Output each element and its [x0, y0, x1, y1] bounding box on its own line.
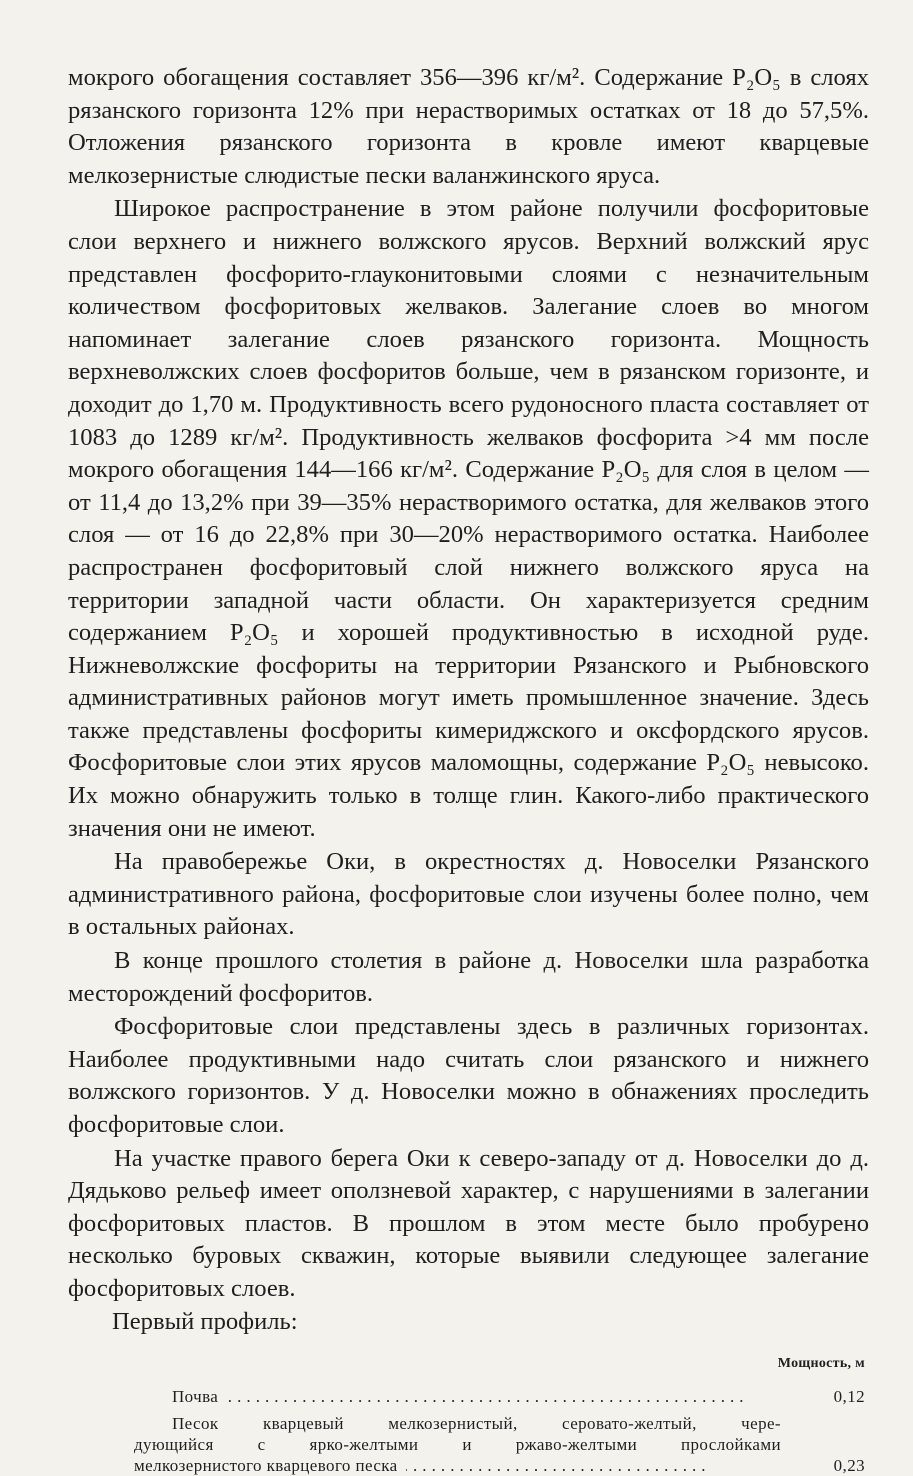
- profile-row-label-line: Песок кварцевый мелкозернистый, серовато-желтый, чере-: [172, 1414, 781, 1434]
- paragraph-volga-stages: Широкое распространение в этом районе получили фосфоритовые слои верхнего и нижнего волжского ярусов. Верхний волжский ярус представлен фосфорито-глауконитовыми слоями с незначительным количеством фосфоритовых желваков. Залегание слоев во многом напоминает залегание слоев рязанского горизонта. Мощность верхневолжских слоев фосфоритов больше, чем в рязанском горизонте, и доходит до 1,70 м. Продуктивность всего рудоносного пласта составляет от 1083 до 1289 кг/м². Продуктивность желваков фосфорита >4 мм после мокрого обогащения 144—166 кг/м². Содержание P₂O₅ для слоя в целом — от 11,4 до 13,2% при 39—35% нерастворимого остатка, для желваков этого слоя — от 16 до 22,8% при 30—20% нерастворимого остатка. Наиболее распространен фосфоритовый слой нижнего волжского яруса на территории западной части области. Он характеризуется средним содержанием P₂O₅ и хорошей продуктивностью в исходной руде. Нижневолжские фосфориты на территории Рязанского и Рыбновского административных районов могут иметь промышленное значение. Здесь также представлены фосфориты кимериджского и оксфордского ярусов. Фосфоритовые слои этих ярусов маломощны, содержание P₂O₅ невысоко. Их можно обнаружить только в толще глин. Какого-либо практического значения они не имеют.: [68, 195, 869, 842]
- thickness-column-header: Мощность, м: [777, 1356, 865, 1372]
- profile-row-value: 0,12: [833, 1387, 865, 1407]
- paragraph-past-mining: В конце прошлого столетия в районе д. Новоселки шла разработка месторождений фосфоритов.: [68, 947, 869, 1007]
- profile-row-label: [172, 1386, 795, 1407]
- profile-row-label: [134, 1455, 795, 1476]
- profile-row-label-text: мелкозернистого кварцевого песка: [134, 1456, 406, 1475]
- paragraph-continued: мокрого обогащения составляет 356—396 кг/м². Содержание P₂O₅ в слоях рязанского горизонта 12% при нерастворимых остатках от 18 до 57,5%. Отложения рязанского горизонта в кровле имеют кварцевые мелкозернистые слюдистые пески валанжинского яруса.: [68, 64, 869, 189]
- profile-row-sand: [68, 1413, 869, 1476]
- paragraph-oka-right-bank: На правобережье Оки, в окрестностях д. Новоселки Рязанского административного района, фосфоритовые слои изучены более полно, чем в остальных районах.: [68, 848, 869, 941]
- profile-row-soil: [68, 1386, 869, 1407]
- profile-row-value: 0,23: [833, 1456, 865, 1476]
- paragraph-landslide-area: На участке правого берега Оки к северо-западу от д. Новоселки до д. Дядьково рельеф имеет оползневой характер, с нарушениями в залегании фосфоритовых пластов. В прошлом в этом месте было пробурено несколько буровых скважин, которые выявили следующее залегание фосфоритовых слоев.: [68, 1144, 869, 1302]
- profile-caption: Первый профиль:: [112, 1307, 298, 1335]
- profile-row-label-text: Почва: [172, 1387, 226, 1406]
- paragraph-horizons: Фосфоритовые слои представлены здесь в различных горизонтах. Наиболее продуктивными надо считать слои рязанского и нижнего волжского горизонтов. У д. Новоселки можно в обнажениях проследить фосфоритовые слои.: [68, 1013, 869, 1138]
- profile-row-last-line: [134, 1455, 869, 1476]
- profile-row-label-line: дующийся с ярко-желтыми и ржаво-желтыми прослойками: [134, 1435, 781, 1455]
